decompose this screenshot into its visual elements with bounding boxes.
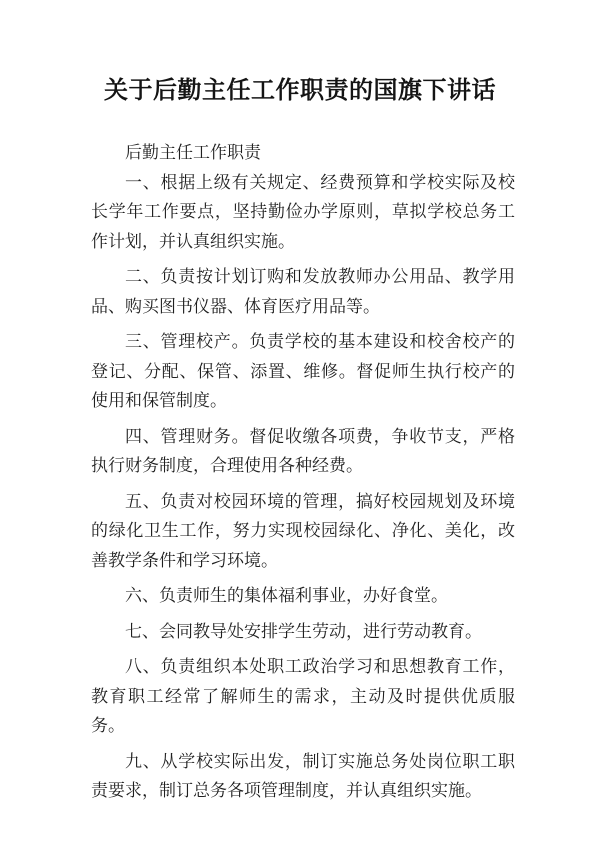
paragraph-6: 六、负责师生的集体福利事业，办好食堂。 [125, 586, 448, 606]
paragraph-7: 七、会同教导处安排学生劳动，进行劳动教育。 [125, 621, 482, 642]
paragraph-3: 三、管理校产。负责学校的基本建设和校舍校产的登记、分配、保管、添置、维修。督促师生执行校产的使用和保管制度。 [91, 332, 515, 411]
paragraph-8: 八、负责组织本处职工政治学习和思想教育工作，教育职工经常了解师生的需求，主动及时提供优质服务。 [91, 657, 515, 736]
paragraph-1: 一、根据上级有关规定、经费预算和学校实际及校长学年工作要点，坚持勤俭办学原则，草拟学校总务工作计划，并认真组织实施。 [91, 172, 515, 252]
paragraph-2: 二、负责按计划订购和发放教师办公用品、教学用品、购买图书仪器、体育医疗用品等。 [91, 267, 515, 317]
section-heading: 后勤主任工作职责 [125, 143, 261, 163]
paragraph-4: 四、管理财务。督促收缴各项费，争收节支，严格执行财务制度，合理使用各种经费。 [91, 426, 515, 476]
paragraph-5: 五、负责对校园环境的管理，搞好校园规划及环境的绿化卫生工作，努力实现校园绿化、净化、美化，改善教学条件和学习环境。 [91, 491, 515, 571]
document-body [91, 139, 515, 813]
document-title: 关于后勤主任工作职责的国旗下讲话 [104, 75, 496, 104]
paragraph-9: 九、从学校实际出发，制订实施总务处岗位职工职责要求，制订总务各项管理制度，并认真组织实施。 [91, 751, 515, 801]
